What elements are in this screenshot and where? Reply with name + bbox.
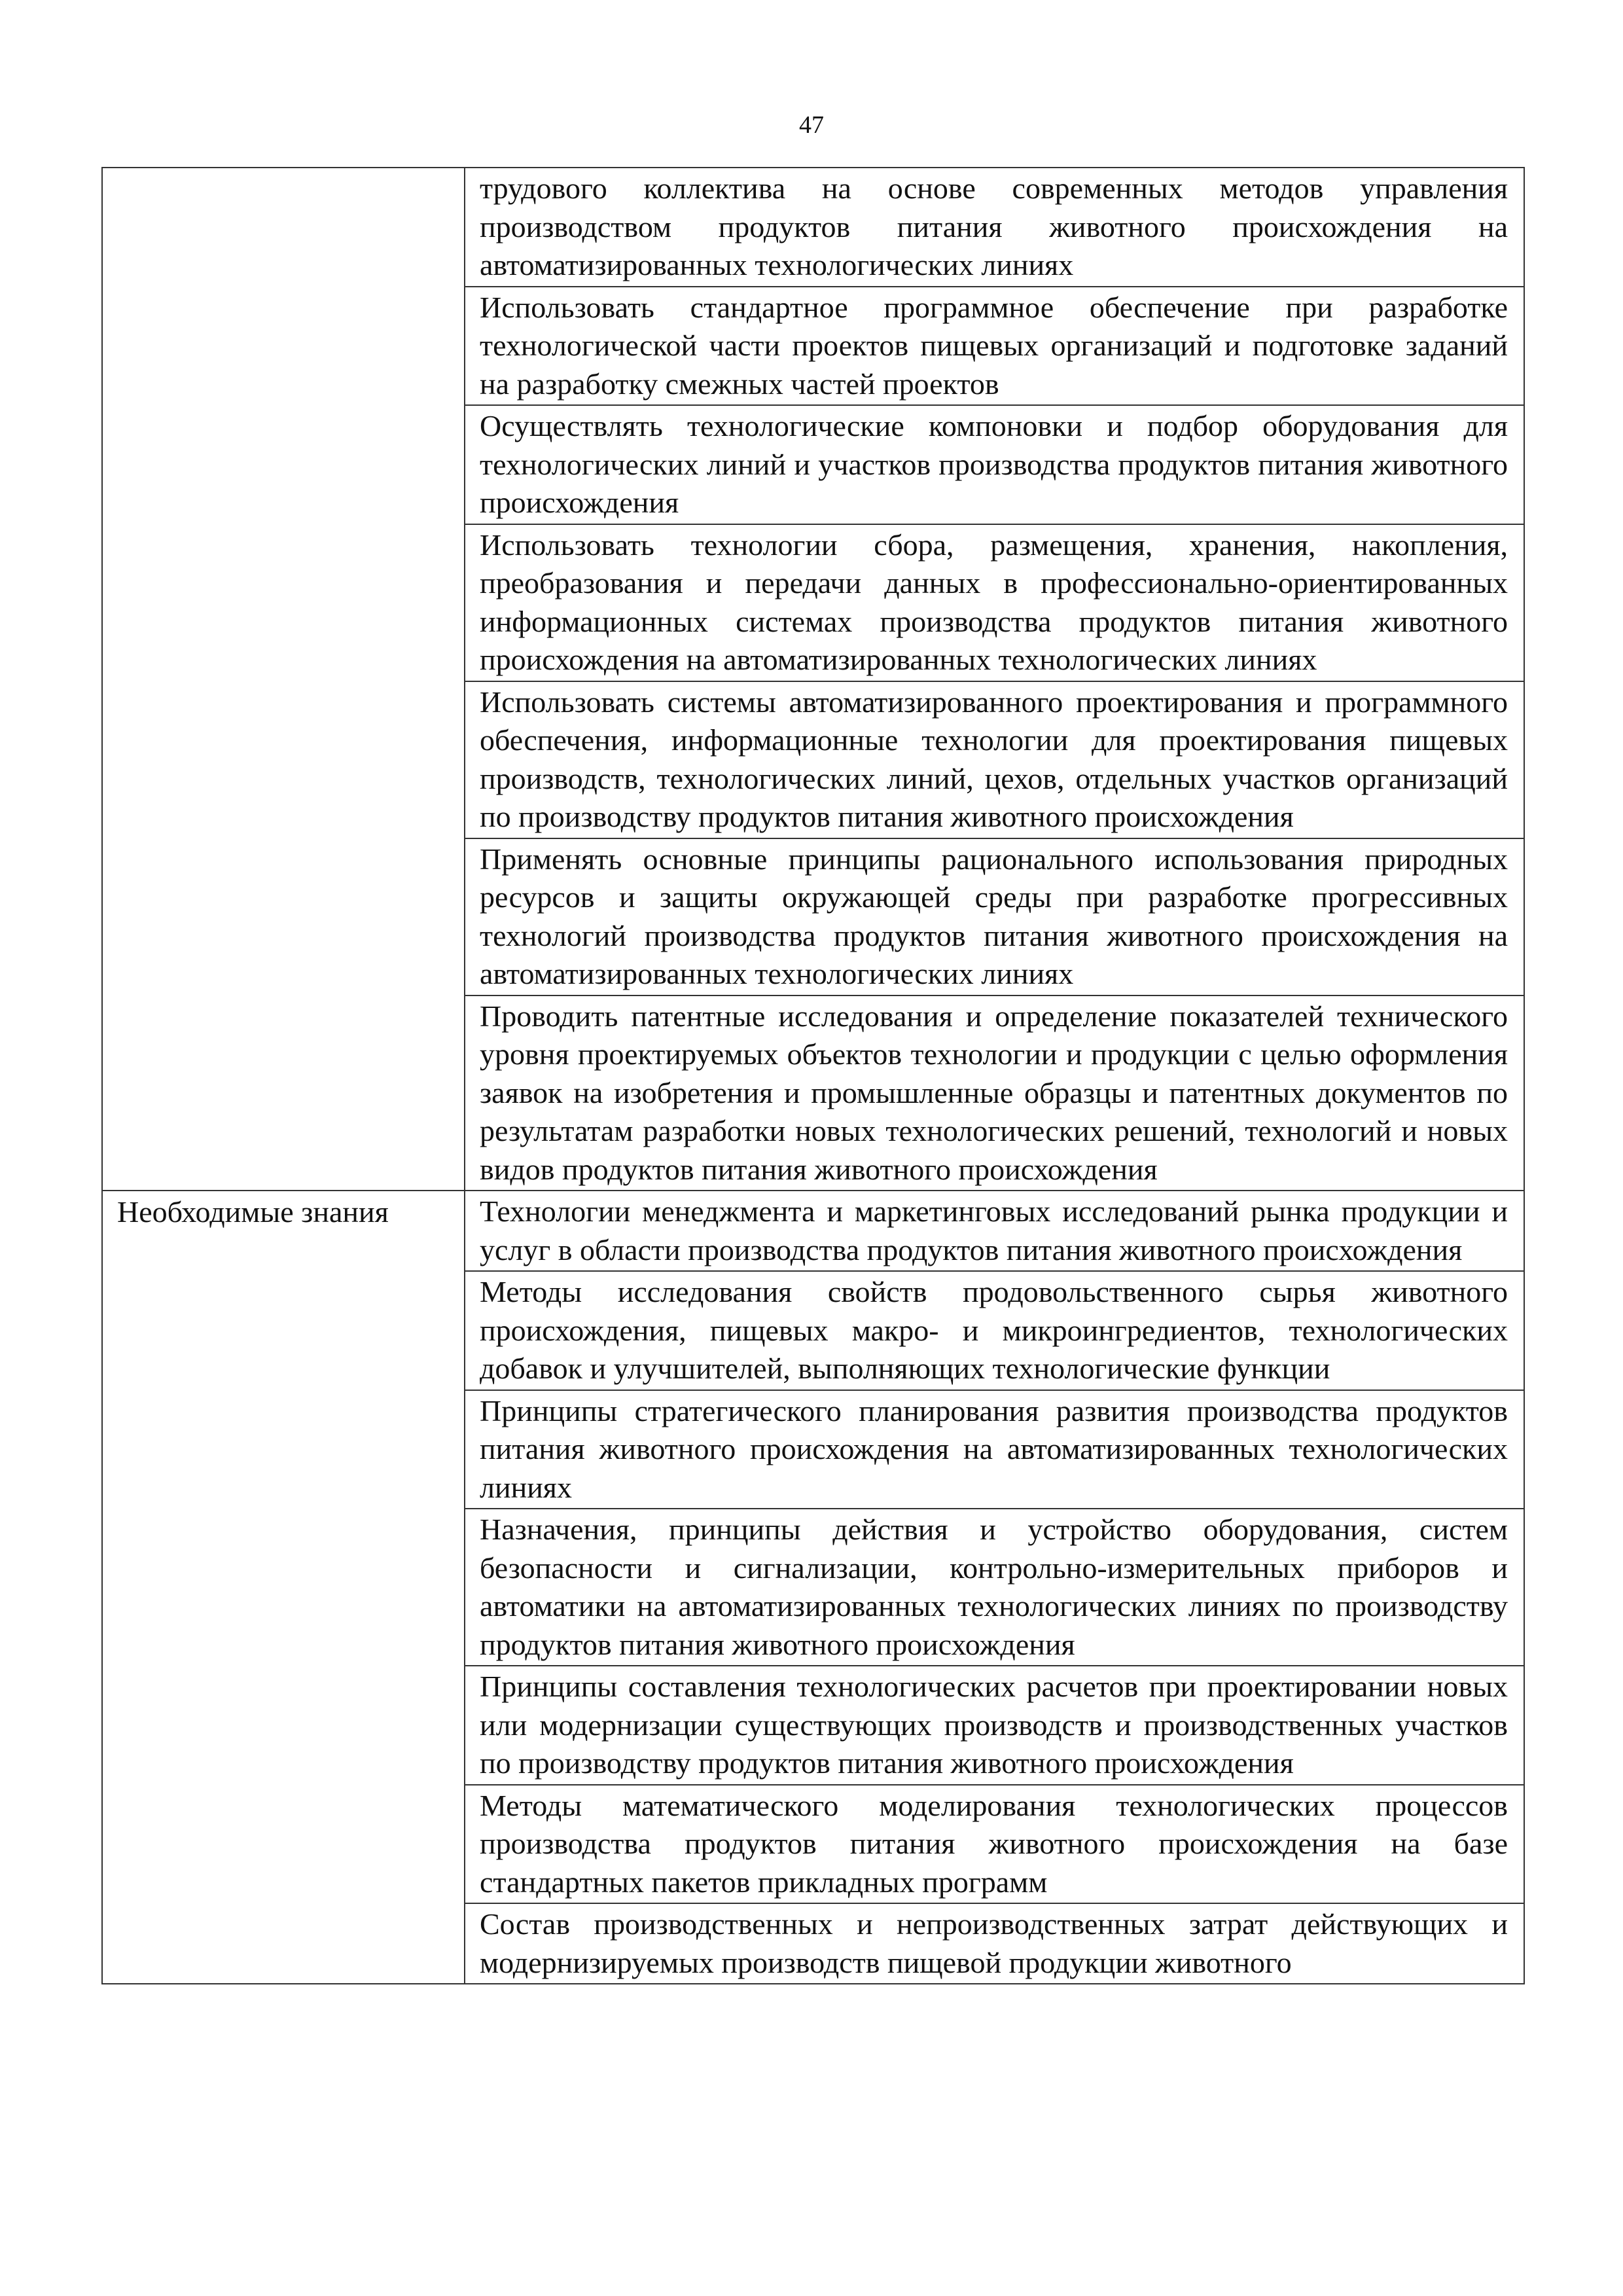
table-cell: Принципы стратегического планирования развития производства продуктов питания животного происхождения на автоматизированных технологических линиях	[465, 1390, 1524, 1509]
table-cell: Назначения, принципы действия и устройство оборудования, систем безопасности и сигнализации, контрольно-измерительных приборов и автоматики на автоматизированных технологических линиях по производству продуктов питания животного происхождения	[465, 1509, 1524, 1666]
table-cell: Методы математического моделирования технологических процессов производства продуктов питания животного происхождения на базе стандартных пакетов прикладных программ	[465, 1785, 1524, 1904]
row-label-cell	[102, 168, 465, 1191]
table-row	[102, 168, 1524, 287]
page-number: 47	[799, 111, 824, 139]
table-cell: Осуществлять технологические компоновки и подбор оборудования для технологических линий и участков производства продуктов питания животного происхождения	[465, 405, 1524, 524]
row-label: Необходимые знания	[117, 1195, 389, 1229]
row-label-cell	[102, 1191, 465, 1984]
table-row	[102, 1191, 1524, 1271]
table-cell: Использовать стандартное программное обеспечение при разработке технологической части проектов пищевых организаций и подготовке заданий на разработку смежных частей проектов	[465, 287, 1524, 406]
table-cell: Технологии менеджмента и маркетинговых исследований рынка продукции и услуг в области производства продуктов питания животного происхождения	[465, 1191, 1524, 1271]
table-cell: Проводить патентные исследования и определение показателей технического уровня проектируемых объектов технологии и продукции с целью оформления заявок на изобретения и промышленные образцы и патентных документов по результатам разработки новых технологических решений, технологий и новых видов продуктов питания животного происхождения	[465, 996, 1524, 1191]
table-cell: Методы исследования свойств продовольственного сырья животного происхождения, пищевых макро- и микроингредиентов, технологических добавок и улучшителей, выполняющих технологические функции	[465, 1271, 1524, 1390]
table-cell: Принципы составления технологических расчетов при проектировании новых или модернизации существующих производств и производственных участков по производству продуктов питания животного происхождения	[465, 1666, 1524, 1785]
table-cell: Состав производственных и непроизводственных затрат действующих и модернизируемых производств пищевой продукции животного	[465, 1903, 1524, 1984]
requirements-table	[101, 167, 1525, 1984]
table-cell: Применять основные принципы рационального использования природных ресурсов и защиты окружающей среды при разработке прогрессивных технологий производства продуктов питания животного происхождения на автоматизированных технологических линиях	[465, 838, 1524, 996]
table-cell: Использовать технологии сбора, размещения, хранения, накопления, преобразования и передачи данных в профессионально-ориентированных информационных системах производства продуктов питания животного происхождения на автоматизированных технологических линиях	[465, 524, 1524, 681]
table-cell: трудового коллектива на основе современных методов управления производством продуктов питания животного происхождения на автоматизированных технологических линиях	[465, 168, 1524, 287]
table-cell: Использовать системы автоматизированного проектирования и программного обеспечения, информационные технологии для проектирования пищевых производств, технологических линий, цехов, отдельных участков организаций по производству продуктов питания животного происхождения	[465, 681, 1524, 838]
